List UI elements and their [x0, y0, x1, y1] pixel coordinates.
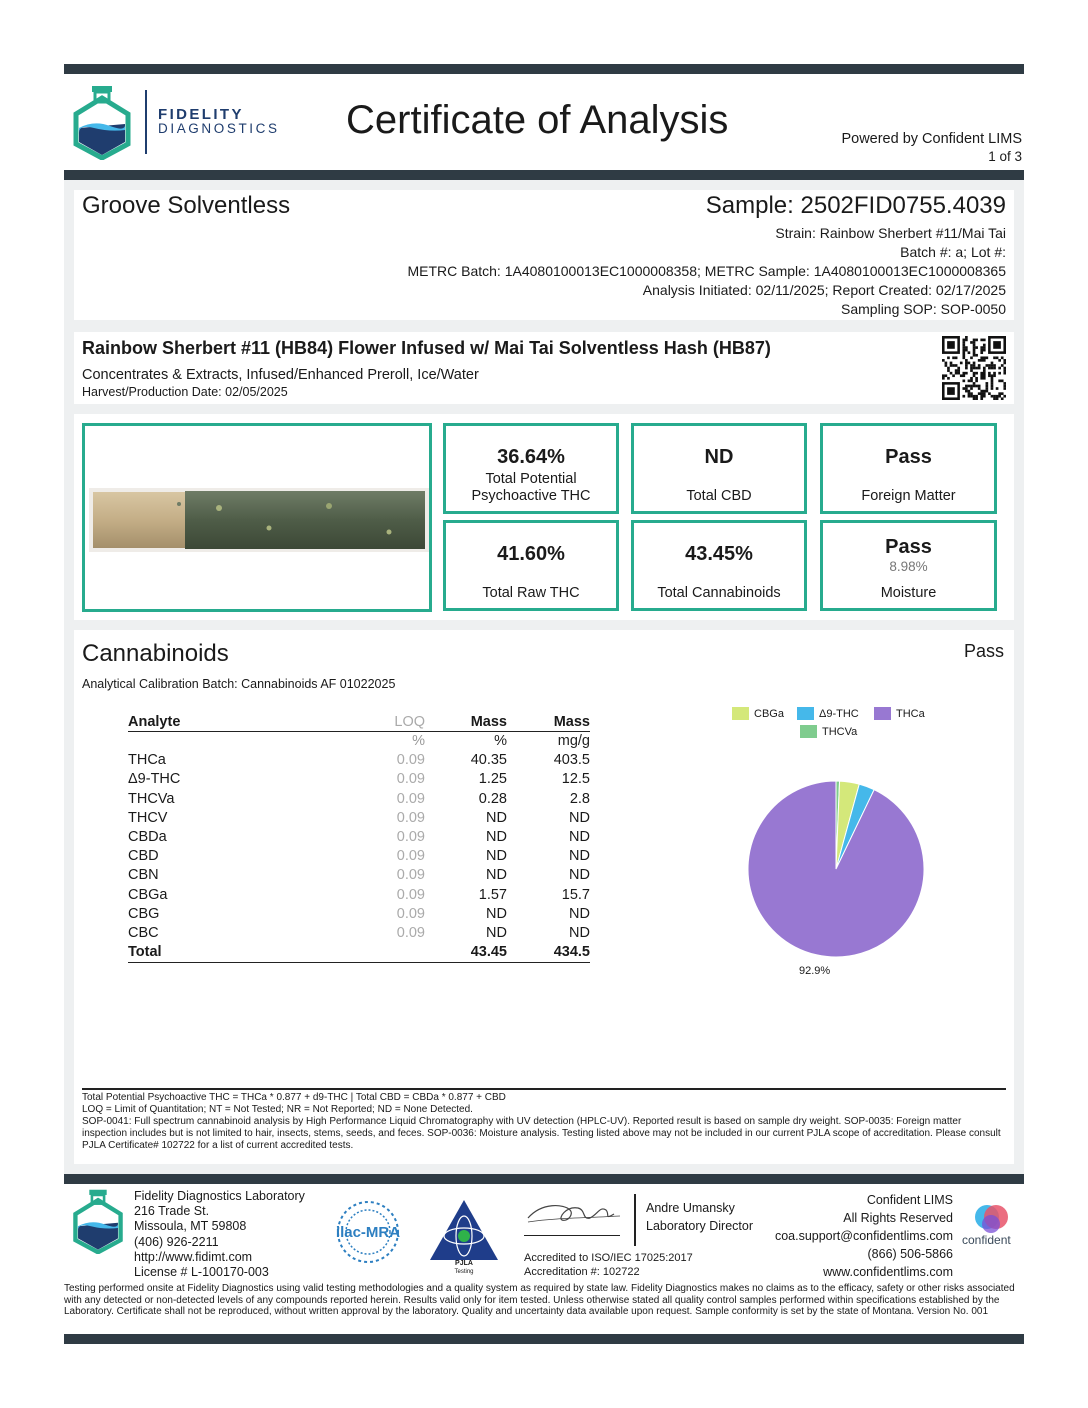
- cannabinoids-status: Pass: [963, 641, 1004, 661]
- analyte-name: CBDa: [128, 829, 167, 846]
- analyte-loq: 0.09: [396, 886, 425, 903]
- analyte-name: CBG: [128, 905, 160, 922]
- product-category: Concentrates & Extracts, Infused/Enhanced Preroll, Ice/Water: [82, 367, 479, 383]
- header-mass-mgg: Mass: [507, 713, 590, 732]
- ilac-mra-text: ilac-MRA: [335, 1224, 401, 1241]
- pie-slice-thca: [748, 781, 924, 957]
- preroll-photo: [89, 488, 429, 552]
- accreditation-number: Accreditation #: 102722: [524, 1266, 640, 1278]
- table-row: [128, 905, 590, 924]
- footer-bar: [64, 1174, 1024, 1184]
- footnote-formula: Total Potential Psychoactive THC = THCa * 0.877 + d9-THC | Total CBD = CBDa * 0.877 + CBD: [82, 1092, 506, 1103]
- header-mass-pct: Mass: [425, 713, 507, 732]
- cannabinoid-pie-chart: [736, 769, 936, 969]
- analyte-mass-mgg: 403.5: [553, 752, 590, 769]
- analyte-loq: 0.09: [396, 809, 425, 826]
- analyte-mass-pct: ND: [486, 905, 507, 922]
- total-thc-label-2: Psychoactive THC: [471, 488, 591, 504]
- legend-label-d9thc: Δ9-THC: [819, 707, 859, 720]
- summary-card-total-thc: [443, 423, 619, 514]
- analyte-name: CBD: [128, 848, 159, 865]
- legend-item-thca: [874, 707, 925, 720]
- analysis-dates: Analysis Initiated: 02/11/2025; Report Created: 02/17/2025: [642, 282, 1006, 298]
- analyte-mass-mgg: ND: [569, 867, 590, 884]
- disclaimer: Testing performed onsite at Fidelity Diagnostics using valid testing methodologies and a quality system as required by state law. Fidelity Diagnostics makes no claims as to the efficacy, safety or other risks associated with any detected or non-detected levels of any compounds reported herein. Results valid only for item tested. Unless otherwise stated all quality control samples performed within specifications established by the Laboratory. Certificate shall not be reproduced, without written approval by the laboratory. Quality and uncertainty data available upon request. Sample conformity is set by the state of Montana. Version No. 001: [64, 1283, 1015, 1318]
- lab-license: License # L-100170-003: [134, 1265, 269, 1280]
- table-row: [128, 790, 590, 809]
- lab-street: 216 Trade St.: [134, 1204, 210, 1219]
- lab-logo-icon: [70, 84, 134, 160]
- analyte-mass-mgg: ND: [569, 848, 590, 865]
- total-row: [128, 943, 590, 963]
- analyte-loq: 0.09: [396, 771, 425, 788]
- moisture-sub-value: 8.98%: [889, 559, 928, 574]
- cannabinoids-title: Cannabinoids: [82, 640, 229, 667]
- analyte-mass-pct: 1.25: [478, 771, 507, 788]
- product-photo-frame: [82, 423, 432, 612]
- total-loq: [298, 943, 425, 963]
- signer-divider: [634, 1194, 636, 1246]
- analyte-loq: 0.09: [396, 752, 425, 769]
- foreign-matter-value: Pass: [885, 446, 932, 468]
- unit-mass-pct: %: [494, 733, 507, 749]
- foreign-matter-label: Foreign Matter: [861, 488, 956, 504]
- table-row: [128, 751, 590, 770]
- page-title: Certificate of Analysis: [346, 98, 729, 142]
- legend-swatch-d9thc: [797, 707, 814, 720]
- lab-website[interactable]: http://www.fidimt.com: [134, 1249, 253, 1264]
- sample-id: Sample: 2502FID0755.4039: [705, 192, 1006, 219]
- total-cbd-label: Total CBD: [686, 488, 752, 504]
- footer-logo-icon: [70, 1188, 126, 1254]
- unit-mass-mgg: mg/g: [557, 733, 590, 749]
- header-bar: [64, 170, 1024, 180]
- signer-title: Laboratory Director: [646, 1219, 753, 1233]
- batch-lot: Batch #: a; Lot #:: [900, 244, 1006, 260]
- logo-text-line2: DIAGNOSTICS: [158, 121, 280, 136]
- legend-item-thcva: [800, 725, 857, 738]
- confident-name: Confident LIMS: [866, 1193, 953, 1207]
- total-label: Total: [128, 943, 298, 963]
- table-row: [128, 866, 590, 885]
- analyte-mass-pct: ND: [486, 848, 507, 865]
- page-number: 1 of 3: [988, 149, 1022, 164]
- logo-divider: [145, 90, 147, 154]
- pjla-text: PJLA: [455, 1260, 473, 1267]
- bottom-bar: [64, 1334, 1024, 1344]
- confident-contact: [775, 1191, 953, 1281]
- analyte-mass-mgg: ND: [569, 925, 590, 942]
- analyte-name: THCVa: [128, 790, 175, 807]
- logo-text-line1: FIDELITY: [158, 106, 244, 123]
- metrc-info: METRC Batch: 1A4080100013EC1000008358; METRC Sample: 1A4080100013EC1000008365: [407, 263, 1006, 279]
- total-thc-label-1: Total Potential: [485, 471, 577, 487]
- calibration-batch: Analytical Calibration Batch: Cannabinoids AF 01022025: [82, 677, 396, 691]
- total-thc-value: 36.64%: [497, 446, 565, 468]
- unit-loq: %: [412, 733, 425, 749]
- table-row: [128, 809, 590, 828]
- legend-label-thca: THCa: [896, 707, 925, 720]
- analyte-mass-mgg: ND: [569, 905, 590, 922]
- analyte-mass-pct: 1.57: [478, 886, 507, 903]
- legend-swatch-thcva: [800, 725, 817, 738]
- analyte-mass-pct: ND: [486, 829, 507, 846]
- analyte-mass-pct: 0.28: [478, 790, 507, 807]
- analyte-name: CBN: [128, 867, 159, 884]
- lab-phone: (406) 926-2211: [134, 1234, 219, 1249]
- legend-swatch-cbga: [732, 707, 749, 720]
- table-row: [128, 886, 590, 905]
- legend-label-thcva: THCVa: [822, 725, 858, 738]
- qr-code-icon[interactable]: [942, 336, 1006, 400]
- moisture-value: Pass: [885, 536, 932, 558]
- footnote-methods: SOP-0041: Full spectrum cannabinoid analysis by High Performance Liquid Chromatography with UV detection (HPLC-UV). Reported result is based on sample dry weight. SOP-0035: Foreign matter inspection includes but is not limited to hair, insects, stems, seeds, and feces. SOP-0036: Moisture analysis. Testing listed above may not be included in our current PJLA scope of accreditation. Please consult PJLA Certificate# 102722 for a list of current accredited tests.: [82, 1116, 1001, 1152]
- footnote-divider: [82, 1088, 1006, 1090]
- strain: Strain: Rainbow Sherbert #11/Mai Tai: [775, 225, 1006, 241]
- table-row: [128, 847, 590, 866]
- summary-card-total-cannabinoids: [631, 520, 807, 611]
- analyte-mass-mgg: ND: [569, 829, 590, 846]
- table-row: [128, 924, 590, 943]
- legend-item-cbga: [732, 707, 784, 720]
- analyte-loq: 0.09: [396, 925, 425, 942]
- summary-card-foreign-matter: [820, 423, 997, 514]
- total-cannabinoids-value: 43.45%: [685, 543, 753, 565]
- unit-analyte: [128, 732, 298, 752]
- analyte-loq: 0.09: [396, 905, 425, 922]
- footnote-legend: LOQ = Limit of Quantitation; NT = Not Tested; NR = Not Reported; ND = None Detected.: [82, 1104, 473, 1115]
- pjla-testing-text: Testing: [454, 1269, 474, 1275]
- confident-logo-icon: [962, 1202, 1022, 1252]
- table-row: [128, 770, 590, 789]
- total-mass-pct: 43.45: [425, 943, 507, 963]
- analyte-header-row: [128, 713, 590, 732]
- analyte-mass-mgg: 15.7: [561, 886, 590, 903]
- powered-by: Powered by Confident LIMS: [841, 131, 1022, 147]
- confident-email[interactable]: coa.support@confidentlims.com: [774, 1229, 953, 1243]
- pjla-logo-icon: [428, 1198, 500, 1280]
- lab-address: [134, 1189, 305, 1280]
- moisture-label: Moisture: [880, 585, 937, 601]
- pie-slice-label: 92.9%: [799, 965, 831, 977]
- signature-line: [524, 1235, 620, 1236]
- confident-rights: All Rights Reserved: [843, 1211, 953, 1225]
- units-row: [128, 732, 590, 752]
- analyte-mass-pct: ND: [486, 809, 507, 826]
- legend-label-cbga: CBGa: [754, 707, 784, 720]
- analyte-name: CBGa: [128, 886, 168, 903]
- summary-card-raw-thc: [443, 520, 619, 611]
- analyte-mass-mgg: 2.8: [569, 790, 590, 807]
- harvest-date: Harvest/Production Date: 02/05/2025: [82, 385, 288, 399]
- top-bar: [64, 64, 1024, 74]
- analyte-loq: 0.09: [396, 848, 425, 865]
- iso-accreditation: Accredited to ISO/IEC 17025:2017: [524, 1252, 693, 1264]
- table-row: [128, 828, 590, 847]
- analyte-table: [128, 713, 590, 963]
- summary-card-moisture: [820, 520, 997, 611]
- confident-logo-text: confident: [962, 1233, 1011, 1247]
- analyte-mass-pct: 40.35: [470, 752, 507, 769]
- analyte-name: CBC: [128, 925, 159, 942]
- analyte-mass-pct: ND: [486, 925, 507, 942]
- header-loq: LOQ: [298, 713, 425, 732]
- raw-thc-label: Total Raw THC: [482, 585, 580, 601]
- analyte-loq: 0.09: [396, 829, 425, 846]
- header-analyte: Analyte: [128, 713, 298, 732]
- signature: [524, 1196, 624, 1232]
- analyte-name: THCa: [128, 752, 166, 769]
- sampling-sop: Sampling SOP: SOP-0050: [841, 301, 1006, 317]
- confident-website[interactable]: www.confidentlims.com: [823, 1265, 953, 1279]
- lab-name: Fidelity Diagnostics Laboratory: [134, 1189, 305, 1203]
- raw-thc-value: 41.60%: [497, 543, 565, 565]
- analyte-name: Δ9-THC: [128, 771, 181, 788]
- total-cbd-value: ND: [704, 446, 734, 468]
- client-name: Groove Solventless: [82, 192, 291, 219]
- analyte-loq: 0.09: [396, 790, 425, 807]
- analyte-loq: 0.09: [396, 867, 425, 884]
- total-cannabinoids-label: Total Cannabinoids: [657, 585, 781, 601]
- analyte-mass-mgg: 12.5: [561, 771, 590, 788]
- product-name: Rainbow Sherbert #11 (HB84) Flower Infused w/ Mai Tai Solventless Hash (HB87): [82, 338, 771, 358]
- ilac-mra-logo-icon: [328, 1200, 408, 1264]
- signer-name: Andre Umansky: [646, 1201, 735, 1215]
- analyte-name: THCV: [128, 809, 168, 826]
- legend-item-d9thc: [797, 707, 859, 720]
- confident-phone: (866) 506-5866: [867, 1247, 953, 1261]
- analyte-mass-pct: ND: [486, 867, 507, 884]
- analyte-mass-mgg: ND: [569, 809, 590, 826]
- lab-city: Missoula, MT 59808: [134, 1219, 247, 1234]
- total-mass-mgg: 434.5: [507, 943, 590, 963]
- legend-swatch-thca: [874, 707, 891, 720]
- summary-card-total-cbd: [631, 423, 807, 514]
